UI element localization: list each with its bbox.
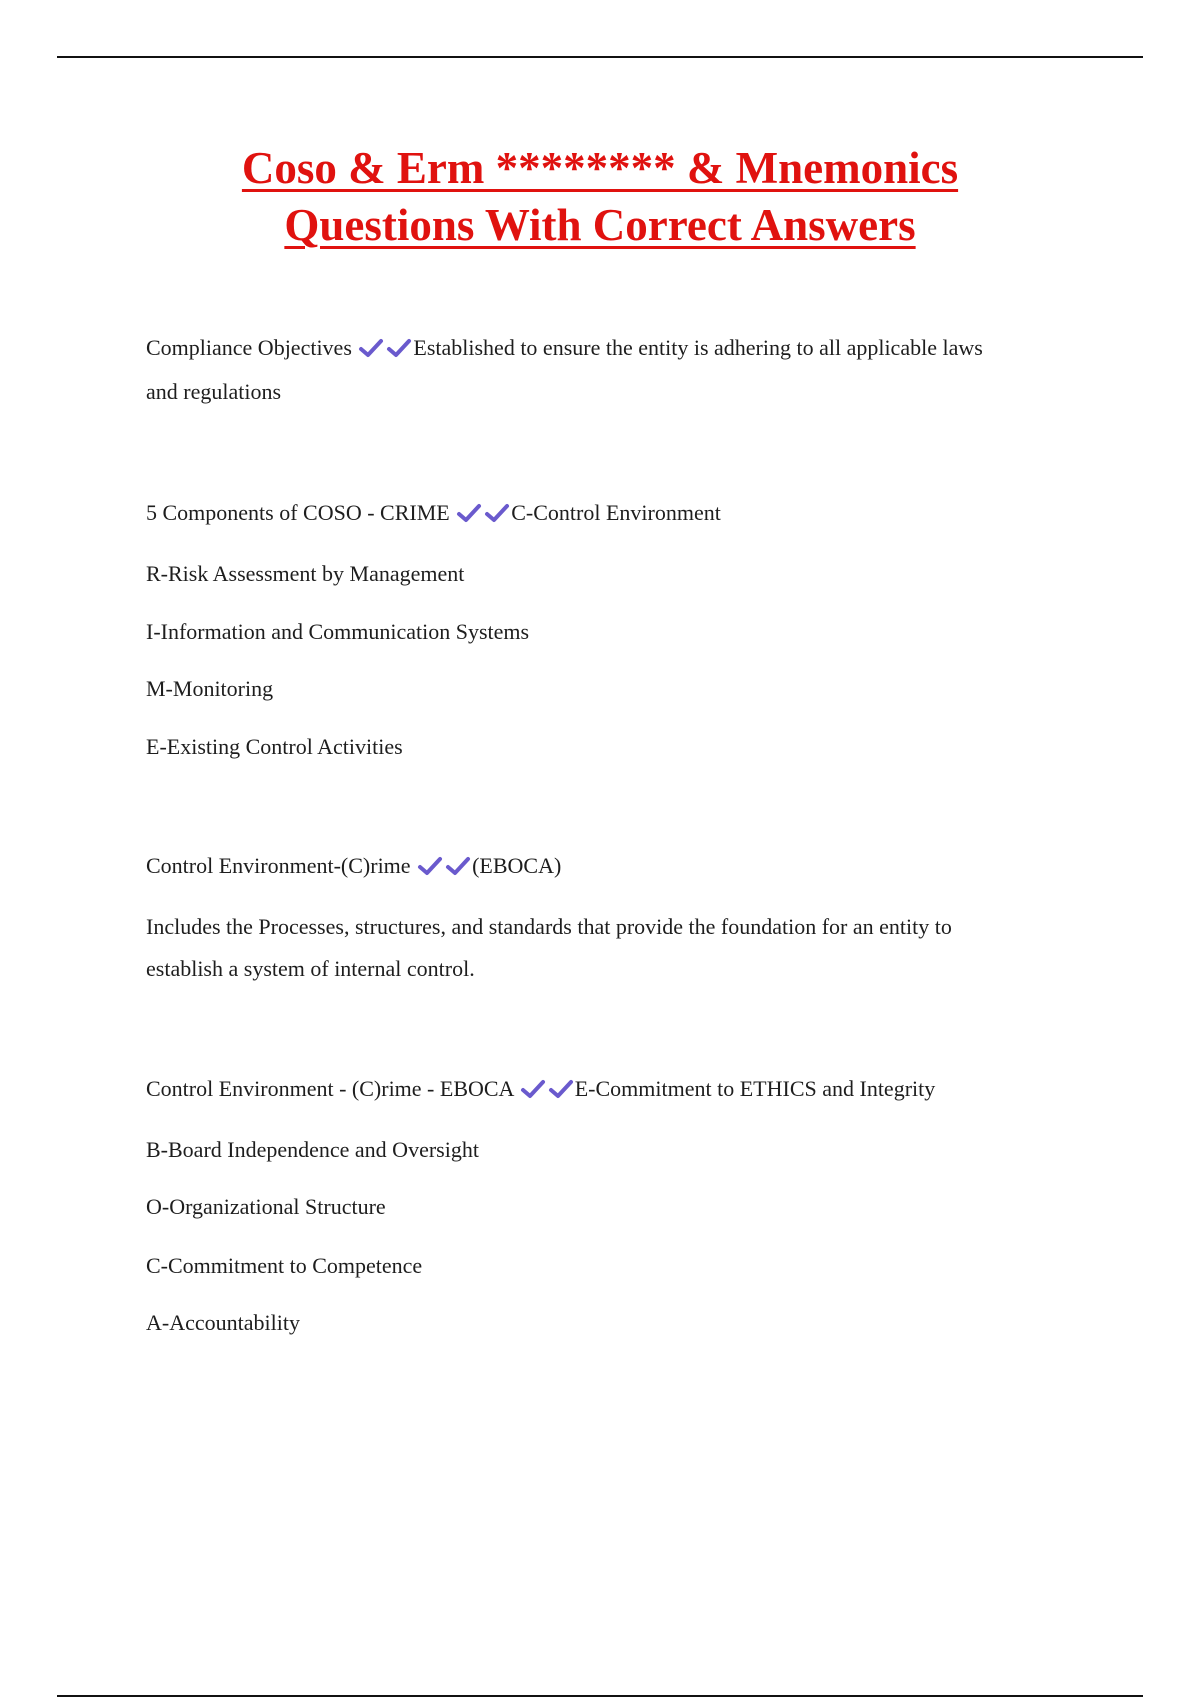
qa-entry-3-line-2: Includes the Processes, structures, and standards that provide the foundation for an entity to bbox=[146, 914, 952, 939]
checkmark-icon bbox=[358, 337, 384, 359]
question-text: Control Environment - (C)rime - EBOCA bbox=[146, 1076, 514, 1101]
checkmark-icon bbox=[520, 1078, 546, 1100]
qa-entry-2-line-4: M-Monitoring bbox=[146, 676, 274, 701]
qa-entry-4-line-5: A-Accountability bbox=[146, 1310, 300, 1335]
header-rule bbox=[57, 56, 1143, 58]
qa-entry-4-line-2: B-Board Independence and Oversight bbox=[146, 1137, 479, 1162]
qa-entry-4-line-3: O-Organizational Structure bbox=[146, 1194, 386, 1219]
question-text: Control Environment-(C)rime bbox=[146, 853, 411, 878]
checkmark-icon bbox=[456, 502, 482, 524]
qa-entry-2-header bbox=[146, 499, 721, 527]
checkmark-icon bbox=[445, 855, 471, 877]
checkmark-icon bbox=[417, 855, 443, 877]
qa-entry-3-header bbox=[146, 852, 561, 880]
answer-text: E-Commitment to ETHICS and Integrity bbox=[574, 1076, 936, 1101]
qa-entry-1-line-2: and regulations bbox=[146, 379, 282, 404]
qa-entry-1-header bbox=[146, 334, 983, 362]
qa-entry-2-line-5: E-Existing Control Activities bbox=[146, 734, 403, 759]
qa-entry-2-line-3: I-Information and Communication Systems bbox=[146, 619, 530, 644]
footer-rule bbox=[57, 1695, 1143, 1697]
qa-entry-4-line-4: C-Commitment to Competence bbox=[146, 1253, 423, 1278]
question-text: 5 Components of COSO - CRIME bbox=[146, 500, 450, 525]
qa-entry-3-line-3: establish a system of internal control. bbox=[146, 956, 475, 981]
answer-text: Established to ensure the entity is adhering to all applicable laws bbox=[413, 335, 983, 360]
answer-text: C-Control Environment bbox=[511, 500, 721, 525]
checkmark-icon bbox=[386, 337, 412, 359]
document-title bbox=[0, 140, 1200, 254]
qa-entry-4-header bbox=[146, 1075, 935, 1103]
title-line-1: Coso & Erm ******** & Mnemonics bbox=[241, 143, 959, 193]
checkmark-icon bbox=[484, 502, 510, 524]
qa-entry-2-line-2: R-Risk Assessment by Management bbox=[146, 561, 465, 586]
checkmark-icon bbox=[548, 1078, 574, 1100]
answer-text: (EBOCA) bbox=[472, 853, 562, 878]
question-text: Compliance Objectives bbox=[146, 335, 352, 360]
title-line-2: Questions With Correct Answers bbox=[284, 200, 916, 250]
